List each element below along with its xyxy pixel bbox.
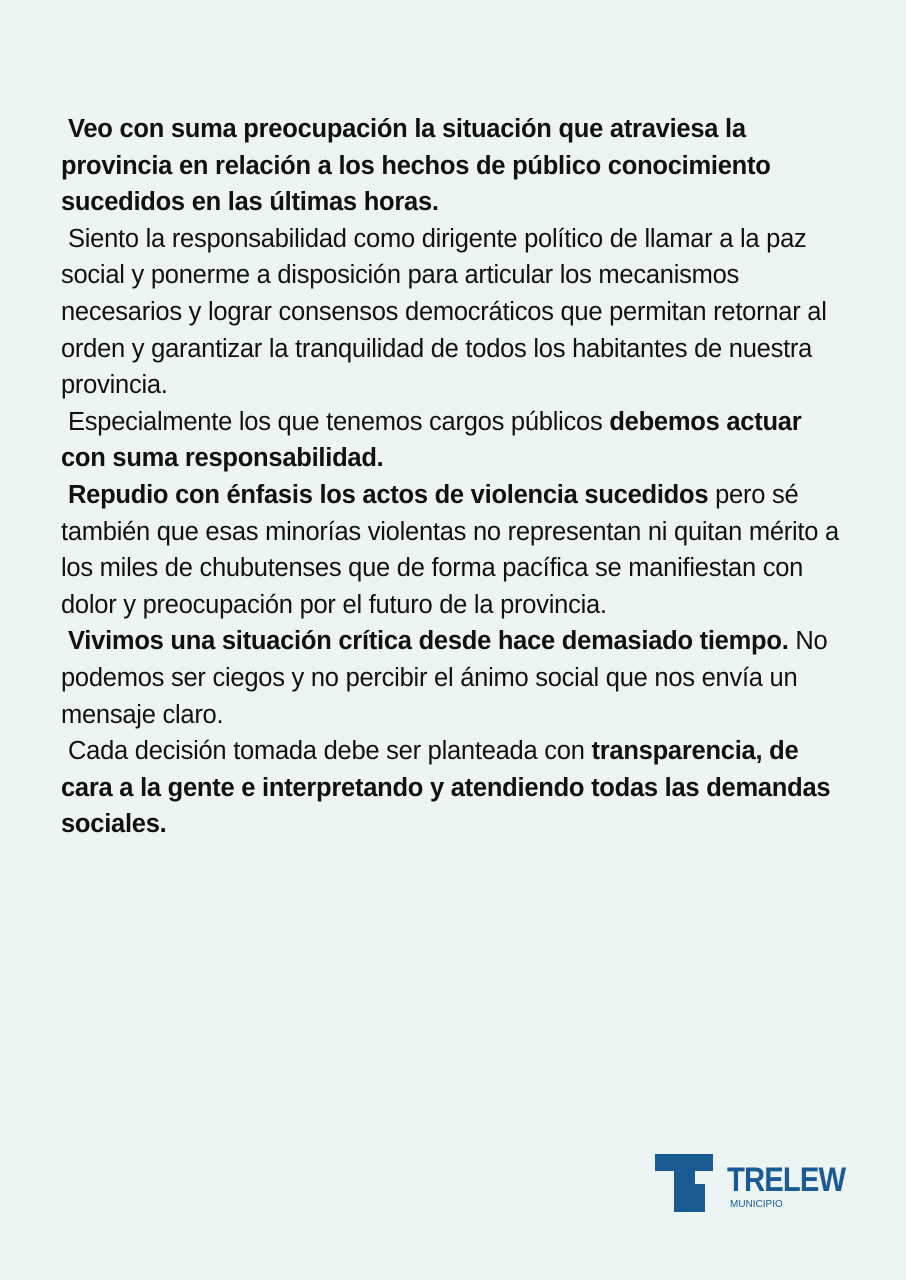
paragraph-6-text: Cada decisión tomada debe ser planteada con [68, 737, 592, 766]
logo-subtitle: MUNICIPIO [730, 1199, 783, 1210]
paragraph-1 [61, 111, 851, 221]
paragraph-5 [61, 623, 851, 733]
paragraph-1-bold-text: Veo con suma preocupación la situación que atraviesa la provincia en relación a los hechos de público conocimiento sucedidos en las últimas horas. [61, 115, 771, 217]
paragraph-4-bold-text: Repudio con énfasis los actos de violencia sucedidos [68, 480, 709, 509]
logo-name: TRELEW [727, 1161, 846, 1199]
paragraph-5-bold-text: Vivimos una situación crítica desde hace demasiado tiempo. [68, 627, 789, 656]
paragraph-4 [61, 477, 851, 623]
paragraph-6 [61, 733, 851, 843]
statement-body [61, 111, 851, 843]
paragraph-3 [61, 404, 851, 477]
paragraph-3-text: Especialmente los que tenemos cargos públicos [68, 407, 610, 436]
paragraph-5-text: No podemos ser ciegos y no percibir el ánimo social que nos envía un mensaje claro. [61, 627, 828, 729]
trelew-logo [655, 1154, 845, 1214]
trelew-t-logo-icon [655, 1154, 713, 1212]
paragraph-3-bold-text: debemos actuar con suma responsabilidad. [61, 407, 802, 473]
paragraph-2-text: Siento la responsabilidad como dirigente político de llamar a la paz social y ponerme a disposición para articular los mecanismos necesarios y lograr consensos democráticos que permitan retornar al orden y garantizar la tranquilidad de todos los habitantes de nuestra provincia. [61, 224, 827, 400]
paragraph-4-text: pero sé también que esas minorías violentas no representan ni quitan mérito a los miles de chubutenses que de forma pacífica se manifiestan con dolor y preocupación por el futuro de la provincia. [61, 480, 839, 619]
paragraph-2 [61, 221, 851, 404]
paragraph-6-bold-text: transparencia, de cara a la gente e interpretando y atendiendo todas las demandas sociales. [61, 737, 831, 839]
